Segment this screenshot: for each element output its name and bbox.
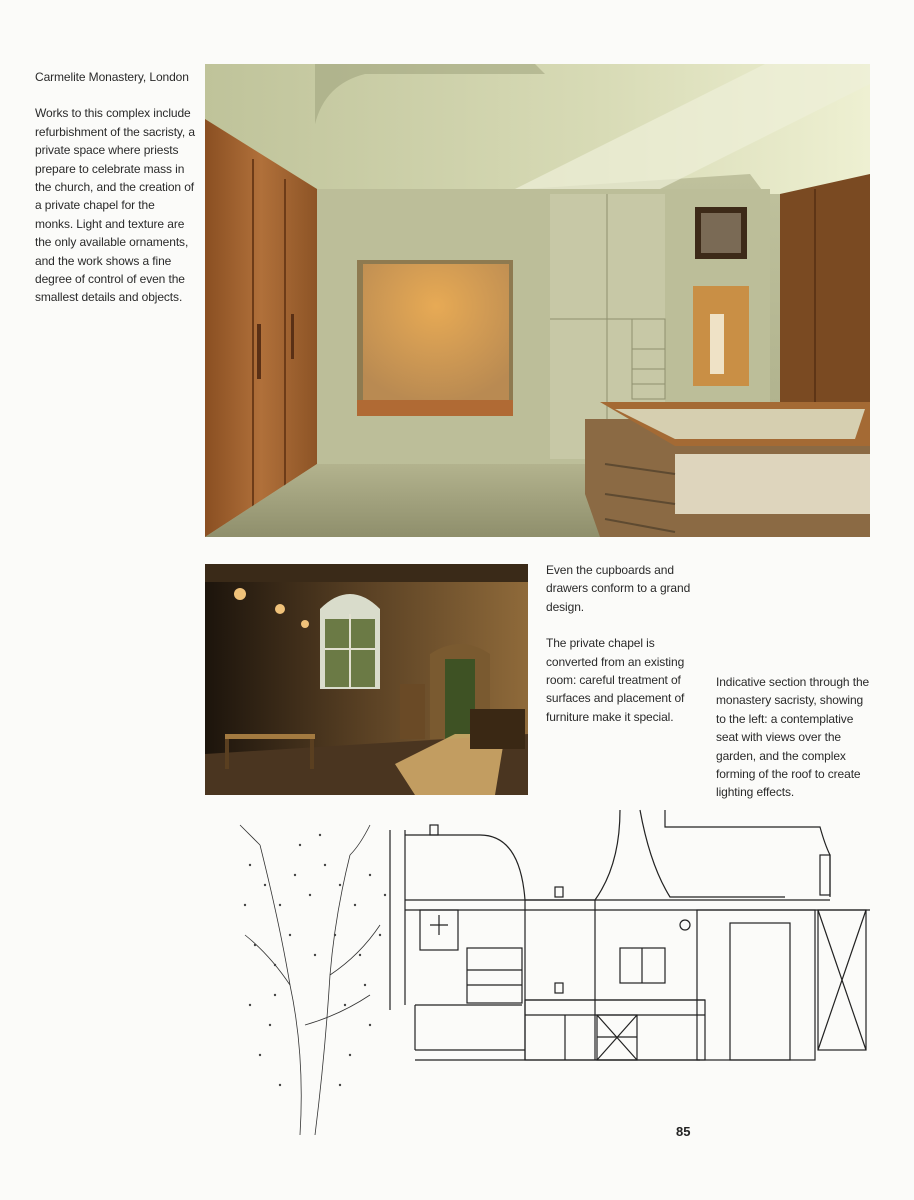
intro-caption — [35, 68, 195, 307]
article-title: Carmelite Monastery, London — [35, 70, 189, 84]
chapel-caption — [546, 561, 706, 726]
sacristy-photo — [205, 64, 870, 537]
cupboards-caption: Even the cupboards and drawers conform to a grand design. — [546, 563, 691, 614]
chapel-photo — [205, 564, 528, 795]
tree-foliage — [244, 834, 386, 1086]
intro-text: Works to this complex include refurbishment of the sacristy, a private space where priests prepare to celebrate mass in the church, and the creation of a private chapel for the monks. Light and texture are the only available ornaments, and the work shows a fine degree of control of even the smallest details and objects. — [35, 106, 195, 305]
section-drawing — [230, 805, 870, 1135]
tree-sketch — [240, 825, 380, 1135]
page-number: 85 — [676, 1124, 691, 1139]
section-caption — [716, 673, 876, 802]
section-caption-text: Indicative section through the monastery sacristy, showing to the left: a contemplative seat with views over the garden, and the complex forming of the roof to create lighting effects. — [716, 675, 870, 800]
chapel-conversion-caption: The private chapel is converted from an existing room: careful treatment of surfaces and placement of furniture make it special. — [546, 636, 685, 724]
building-section — [390, 810, 870, 1060]
